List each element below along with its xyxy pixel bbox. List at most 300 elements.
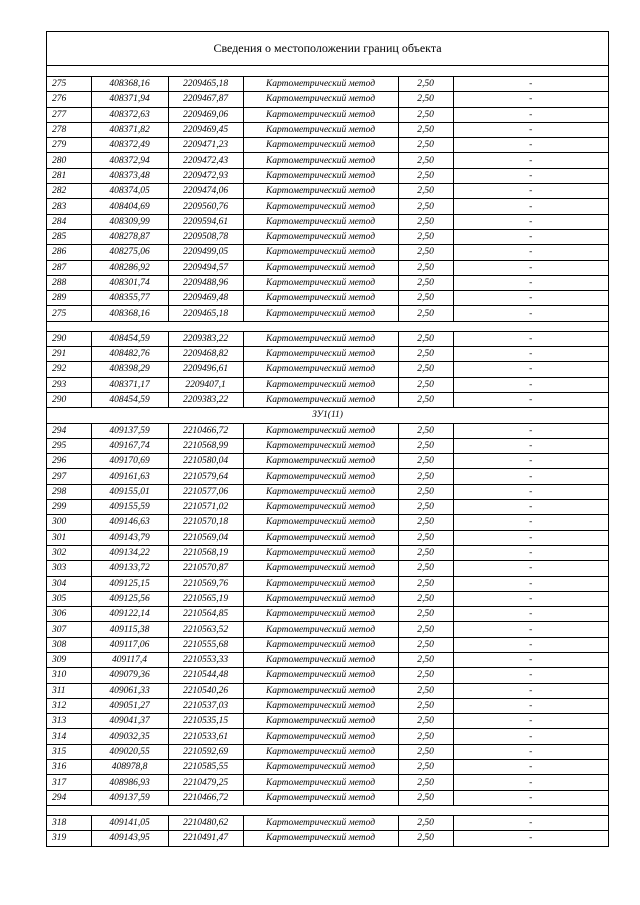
precision-cell: 2,50 [398, 652, 453, 667]
table-row [47, 591, 608, 606]
method-cell: Картометрический метод [243, 714, 398, 729]
coord-x-cell: 408368,16 [91, 77, 168, 92]
point-number-cell: 288 [47, 275, 91, 290]
coord-y-cell: 2209474,06 [168, 184, 243, 199]
point-number-cell: 283 [47, 199, 91, 214]
description-cell: - [453, 260, 608, 275]
coord-y-cell: 2209465,18 [168, 306, 243, 321]
table-row [47, 347, 608, 362]
coord-y-cell: 2210480,62 [168, 815, 243, 830]
point-number-cell: 304 [47, 576, 91, 591]
precision-cell: 2,50 [398, 668, 453, 683]
coord-y-cell: 2210533,61 [168, 729, 243, 744]
coord-y-cell: 2209499,05 [168, 245, 243, 260]
point-number-cell: 317 [47, 775, 91, 790]
method-cell: Картометрический метод [243, 607, 398, 622]
method-cell: Картометрический метод [243, 107, 398, 122]
precision-cell: 2,50 [398, 607, 453, 622]
coord-x-cell: 409032,35 [91, 729, 168, 744]
table-row [47, 107, 608, 122]
coord-y-cell: 2209469,06 [168, 107, 243, 122]
point-number-cell: 277 [47, 107, 91, 122]
description-cell: - [453, 484, 608, 499]
coord-y-cell: 2209407,1 [168, 377, 243, 392]
point-number-cell: 301 [47, 530, 91, 545]
point-number-cell: 287 [47, 260, 91, 275]
point-number-cell: 310 [47, 668, 91, 683]
point-number-cell: 295 [47, 438, 91, 453]
coord-x-cell: 408372,49 [91, 138, 168, 153]
coord-x-cell: 408372,94 [91, 153, 168, 168]
coord-x-cell: 409125,56 [91, 591, 168, 606]
description-cell: - [453, 815, 608, 830]
table-row [47, 138, 608, 153]
section-row [47, 408, 608, 423]
table-row [47, 815, 608, 830]
point-number-cell: 314 [47, 729, 91, 744]
method-cell: Картометрический метод [243, 168, 398, 183]
precision-cell: 2,50 [398, 168, 453, 183]
table-row [47, 92, 608, 107]
point-number-cell: 307 [47, 622, 91, 637]
coord-x-cell: 408986,93 [91, 775, 168, 790]
coord-y-cell: 2210585,55 [168, 760, 243, 775]
table-row [47, 760, 608, 775]
coord-x-cell: 409167,74 [91, 438, 168, 453]
point-number-cell: 282 [47, 184, 91, 199]
method-cell: Картометрический метод [243, 138, 398, 153]
coord-x-cell: 409134,22 [91, 545, 168, 560]
coord-y-cell: 2210535,15 [168, 714, 243, 729]
description-cell: - [453, 652, 608, 667]
coord-x-cell: 409133,72 [91, 561, 168, 576]
block-spacer [47, 805, 608, 815]
coord-y-cell: 2210580,04 [168, 454, 243, 469]
table-row [47, 229, 608, 244]
point-number-cell: 292 [47, 362, 91, 377]
point-number-cell: 302 [47, 545, 91, 560]
precision-cell: 2,50 [398, 622, 453, 637]
table-row [47, 291, 608, 306]
description-cell: - [453, 469, 608, 484]
precision-cell: 2,50 [398, 362, 453, 377]
coord-y-cell: 2210479,25 [168, 775, 243, 790]
table-row [47, 153, 608, 168]
method-cell: Картометрический метод [243, 423, 398, 438]
coord-y-cell: 2210466,72 [168, 790, 243, 805]
description-cell: - [453, 214, 608, 229]
table-row [47, 576, 608, 591]
coord-x-cell: 409137,59 [91, 790, 168, 805]
method-cell: Картометрический метод [243, 331, 398, 346]
description-cell: - [453, 423, 608, 438]
description-cell: - [453, 775, 608, 790]
coord-x-cell: 409041,37 [91, 714, 168, 729]
point-number-cell: 305 [47, 591, 91, 606]
boundary-table [47, 77, 608, 846]
table-row [47, 377, 608, 392]
description-cell: - [453, 760, 608, 775]
description-cell: - [453, 668, 608, 683]
precision-cell: 2,50 [398, 423, 453, 438]
table-row [47, 245, 608, 260]
description-cell: - [453, 438, 608, 453]
coord-y-cell: 2209468,82 [168, 347, 243, 362]
method-cell: Картометрический метод [243, 652, 398, 667]
description-cell: - [453, 229, 608, 244]
point-number-cell: 275 [47, 306, 91, 321]
point-number-cell: 291 [47, 347, 91, 362]
point-number-cell: 303 [47, 561, 91, 576]
coord-y-cell: 2209471,23 [168, 138, 243, 153]
description-cell: - [453, 138, 608, 153]
coord-x-cell: 409051,27 [91, 698, 168, 713]
coord-y-cell: 2210544,48 [168, 668, 243, 683]
description-cell: - [453, 245, 608, 260]
method-cell: Картометрический метод [243, 184, 398, 199]
point-number-cell: 313 [47, 714, 91, 729]
point-number-cell: 319 [47, 831, 91, 846]
precision-cell: 2,50 [398, 214, 453, 229]
precision-cell: 2,50 [398, 591, 453, 606]
table-row [47, 790, 608, 805]
coord-x-cell: 408355,77 [91, 291, 168, 306]
precision-cell: 2,50 [398, 260, 453, 275]
coord-y-cell: 2209383,22 [168, 331, 243, 346]
point-number-cell: 300 [47, 515, 91, 530]
description-cell: - [453, 92, 608, 107]
description-cell: - [453, 607, 608, 622]
point-number-cell: 296 [47, 454, 91, 469]
coord-x-cell: 408275,06 [91, 245, 168, 260]
description-cell: - [453, 545, 608, 560]
table-row [47, 714, 608, 729]
method-cell: Картометрический метод [243, 245, 398, 260]
table-row [47, 500, 608, 515]
coord-x-cell: 408398,29 [91, 362, 168, 377]
coord-x-cell: 408371,82 [91, 122, 168, 137]
coord-y-cell: 2210568,19 [168, 545, 243, 560]
coord-x-cell: 408278,87 [91, 229, 168, 244]
precision-cell: 2,50 [398, 306, 453, 321]
description-cell: - [453, 744, 608, 759]
method-cell: Картометрический метод [243, 199, 398, 214]
coord-x-cell: 408404,69 [91, 199, 168, 214]
method-cell: Картометрический метод [243, 622, 398, 637]
point-number-cell: 297 [47, 469, 91, 484]
method-cell: Картометрический метод [243, 698, 398, 713]
document-sheet [46, 31, 609, 847]
table-row [47, 469, 608, 484]
table-row [47, 652, 608, 667]
coord-y-cell: 2209472,43 [168, 153, 243, 168]
description-cell: - [529, 833, 533, 844]
precision-cell: 2,50 [398, 469, 453, 484]
table-row [47, 184, 608, 199]
precision-cell: 2,50 [398, 275, 453, 290]
coord-y-cell: 2209465,18 [168, 77, 243, 92]
description-cell: - [453, 347, 608, 362]
method-cell: Картометрический метод [243, 637, 398, 652]
coord-x-cell: 408454,59 [91, 392, 168, 407]
precision-cell: 2,50 [398, 77, 453, 92]
method-cell: Картометрический метод [243, 591, 398, 606]
table-row [47, 77, 608, 92]
coord-x-cell: 408373,48 [91, 168, 168, 183]
description-cell: - [453, 107, 608, 122]
point-number-cell: 299 [47, 500, 91, 515]
method-cell: Картометрический метод [243, 831, 398, 846]
table-row [47, 744, 608, 759]
method-cell: Картометрический метод [243, 775, 398, 790]
point-number-cell: 284 [47, 214, 91, 229]
coord-x-cell: 409141,05 [91, 815, 168, 830]
coord-y-cell: 2210537,03 [168, 698, 243, 713]
precision-cell: 2,50 [398, 392, 453, 407]
precision-cell: 2,50 [398, 122, 453, 137]
method-cell: Картометрический метод [243, 438, 398, 453]
coord-y-cell: 2210564,85 [168, 607, 243, 622]
table-row [47, 775, 608, 790]
method-cell: Картометрический метод [243, 122, 398, 137]
table-row [47, 515, 608, 530]
precision-cell: 2,50 [398, 744, 453, 759]
description-cell: - [453, 790, 608, 805]
description-cell: - [453, 199, 608, 214]
coord-x-cell: 409146,63 [91, 515, 168, 530]
header-spacer [47, 66, 608, 77]
coord-x-cell: 409079,36 [91, 668, 168, 683]
coord-x-cell: 409115,38 [91, 622, 168, 637]
precision-cell: 2,50 [398, 576, 453, 591]
method-cell: Картометрический метод [243, 484, 398, 499]
point-number-cell: 309 [47, 652, 91, 667]
coord-x-cell: 409137,59 [91, 423, 168, 438]
precision-cell: 2,50 [398, 138, 453, 153]
method-cell: Картометрический метод [243, 260, 398, 275]
coord-x-cell: 409117,4 [91, 652, 168, 667]
point-number-cell: 293 [47, 377, 91, 392]
description-cell: - [453, 530, 608, 545]
precision-cell: 2,50 [398, 484, 453, 499]
point-number-cell: 298 [47, 484, 91, 499]
section-label: ЗУ1(11) [47, 408, 608, 423]
point-number-cell: 289 [47, 291, 91, 306]
coord-y-cell: 2209560,76 [168, 199, 243, 214]
method-cell: Картометрический метод [243, 275, 398, 290]
coord-y-cell: 2210571,02 [168, 500, 243, 515]
coord-x-cell: 408368,16 [91, 306, 168, 321]
method-cell: Картометрический метод [243, 515, 398, 530]
method-cell: Картометрический метод [243, 815, 398, 830]
precision-cell: 2,50 [398, 454, 453, 469]
table-row [47, 331, 608, 346]
point-number-cell: 276 [47, 92, 91, 107]
description-cell: - [453, 591, 608, 606]
description-cell: - [453, 561, 608, 576]
point-number-cell: 308 [47, 637, 91, 652]
point-number-cell: 275 [47, 77, 91, 92]
precision-cell: 2,50 [398, 561, 453, 576]
coord-y-cell: 2210565,19 [168, 591, 243, 606]
coord-y-cell: 2210553,33 [168, 652, 243, 667]
method-cell: Картометрический метод [243, 92, 398, 107]
point-number-cell: 290 [47, 392, 91, 407]
description-cell: - [453, 622, 608, 637]
precision-cell: 2,50 [398, 153, 453, 168]
point-number-cell: 285 [47, 229, 91, 244]
table-row [47, 831, 608, 846]
precision-cell: 2,50 [398, 815, 453, 830]
description-cell: - [453, 683, 608, 698]
precision-cell: 2,50 [398, 347, 453, 362]
coord-x-cell: 408454,59 [91, 331, 168, 346]
precision-cell: 2,50 [398, 714, 453, 729]
table-row [47, 214, 608, 229]
description-cell: - [453, 576, 608, 591]
coord-y-cell: 2209494,57 [168, 260, 243, 275]
coord-y-cell: 2209488,96 [168, 275, 243, 290]
precision-cell: 2,50 [398, 698, 453, 713]
point-number-cell: 306 [47, 607, 91, 622]
coord-x-cell: 409155,01 [91, 484, 168, 499]
point-number-cell: 290 [47, 331, 91, 346]
table-row [47, 423, 608, 438]
table-row [47, 438, 608, 453]
point-number-cell: 281 [47, 168, 91, 183]
coord-y-cell: 2209467,87 [168, 92, 243, 107]
coord-y-cell: 2210466,72 [168, 423, 243, 438]
precision-cell: 2,50 [398, 760, 453, 775]
table-row [47, 199, 608, 214]
precision-cell: 2,50 [398, 831, 453, 846]
coord-y-cell: 2209469,45 [168, 122, 243, 137]
table-row [47, 362, 608, 377]
precision-cell: 2,50 [398, 107, 453, 122]
method-cell: Картометрический метод [243, 469, 398, 484]
precision-cell: 2,50 [398, 199, 453, 214]
description-cell: - [453, 168, 608, 183]
coord-x-cell: 409143,95 [91, 831, 168, 846]
coord-x-cell: 408286,92 [91, 260, 168, 275]
point-number-cell: 316 [47, 760, 91, 775]
table-row [47, 729, 608, 744]
coord-y-cell: 2209472,93 [168, 168, 243, 183]
description-cell: - [453, 362, 608, 377]
precision-cell: 2,50 [398, 530, 453, 545]
coord-y-cell: 2210570,18 [168, 515, 243, 530]
block-spacer [47, 321, 608, 331]
coord-x-cell: 409143,79 [91, 530, 168, 545]
coord-y-cell: 2210579,64 [168, 469, 243, 484]
coord-x-cell: 408309,99 [91, 214, 168, 229]
description-cell: - [453, 637, 608, 652]
method-cell: Картометрический метод [243, 500, 398, 515]
precision-cell: 2,50 [398, 92, 453, 107]
method-cell: Картометрический метод [243, 729, 398, 744]
method-cell: Картометрический метод [243, 683, 398, 698]
coord-y-cell: 2210563,52 [168, 622, 243, 637]
description-cell: - [453, 729, 608, 744]
precision-cell: 2,50 [398, 245, 453, 260]
method-cell: Картометрический метод [243, 668, 398, 683]
coord-y-cell: 2210577,06 [168, 484, 243, 499]
precision-cell: 2,50 [398, 729, 453, 744]
coord-y-cell: 2210569,04 [168, 530, 243, 545]
method-cell: Картометрический метод [243, 347, 398, 362]
point-number-cell: 286 [47, 245, 91, 260]
table-row [47, 306, 608, 321]
precision-cell: 2,50 [398, 291, 453, 306]
coord-y-cell: 2209496,61 [168, 362, 243, 377]
method-cell: Картометрический метод [243, 362, 398, 377]
description-cell: - [453, 306, 608, 321]
table-row [47, 260, 608, 275]
method-cell: Картометрический метод [243, 377, 398, 392]
coord-x-cell: 409117,06 [91, 637, 168, 652]
method-cell: Картометрический метод [243, 214, 398, 229]
precision-cell: 2,50 [398, 184, 453, 199]
precision-cell: 2,50 [398, 331, 453, 346]
table-row [47, 668, 608, 683]
precision-cell: 2,50 [398, 500, 453, 515]
coord-x-cell: 409061,33 [91, 683, 168, 698]
description-cell: - [453, 698, 608, 713]
precision-cell: 2,50 [398, 229, 453, 244]
coord-x-cell: 409155,59 [91, 500, 168, 515]
coord-x-cell: 409161,63 [91, 469, 168, 484]
method-cell: Картометрический метод [243, 576, 398, 591]
coord-y-cell: 2210540,26 [168, 683, 243, 698]
description-cell: - [453, 275, 608, 290]
coord-y-cell: 2209594,61 [168, 214, 243, 229]
description-cell: - [453, 377, 608, 392]
description-cell: - [453, 515, 608, 530]
description-cell: - [453, 184, 608, 199]
method-cell: Картометрический метод [243, 760, 398, 775]
coord-y-cell: 2210555,68 [168, 637, 243, 652]
precision-cell: 2,50 [398, 438, 453, 453]
point-number-cell: 279 [47, 138, 91, 153]
description-cell: - [453, 122, 608, 137]
table-row [47, 484, 608, 499]
coord-y-cell: 2210491,47 [168, 831, 243, 846]
description-cell: - [453, 153, 608, 168]
coord-y-cell: 2209469,48 [168, 291, 243, 306]
method-cell: Картометрический метод [243, 306, 398, 321]
coord-x-cell: 408371,94 [91, 92, 168, 107]
coord-x-cell: 409125,15 [91, 576, 168, 591]
precision-cell: 2,50 [398, 377, 453, 392]
coord-x-cell: 408374,05 [91, 184, 168, 199]
point-number-cell: 311 [47, 683, 91, 698]
method-cell: Картометрический метод [243, 229, 398, 244]
boundary-table-body [47, 77, 608, 846]
table-row [47, 454, 608, 469]
table-row [47, 607, 608, 622]
method-cell: Картометрический метод [243, 392, 398, 407]
method-cell: Картометрический метод [243, 153, 398, 168]
point-number-cell: 280 [47, 153, 91, 168]
point-number-cell: 318 [47, 815, 91, 830]
table-row [47, 637, 608, 652]
description-cell: - [453, 331, 608, 346]
precision-cell: 2,50 [398, 515, 453, 530]
description-cell: - [453, 500, 608, 515]
method-cell: Картометрический метод [243, 744, 398, 759]
point-number-cell: 278 [47, 122, 91, 137]
point-number-cell: 294 [47, 790, 91, 805]
